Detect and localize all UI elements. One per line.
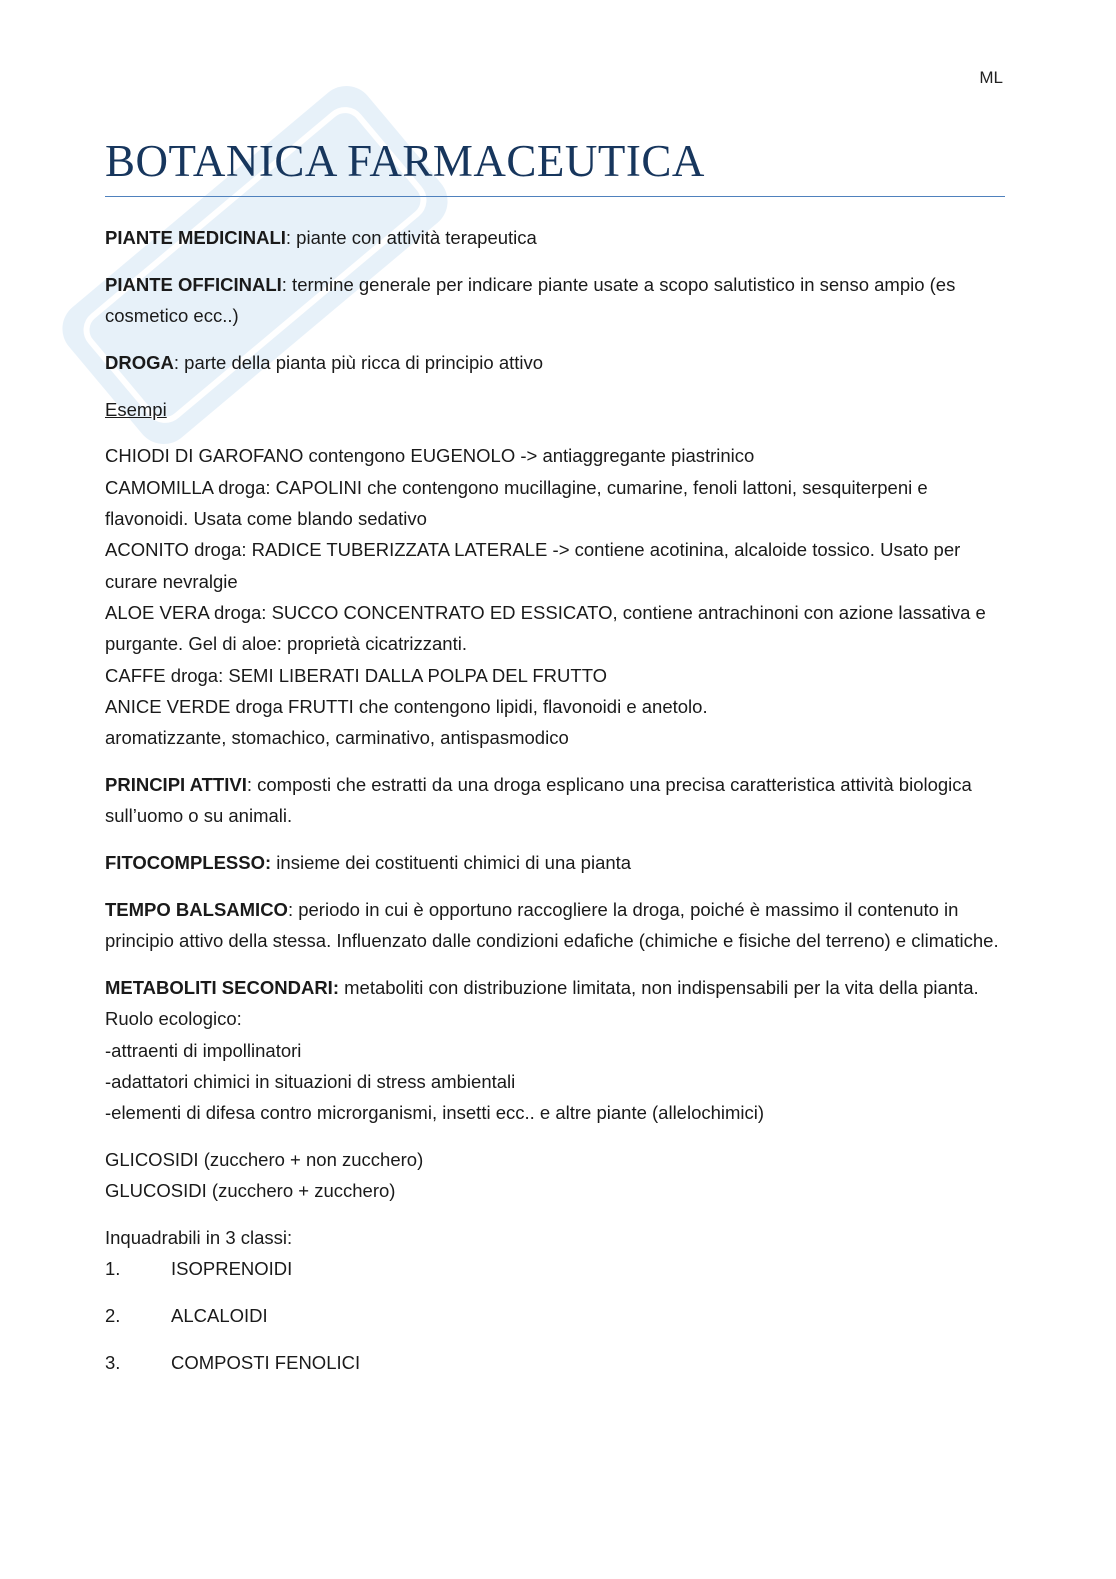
definition-text: : piante con attività terapeutica [285,227,537,248]
list-number: 1. [105,1258,121,1280]
definition-text: : parte della pianta più ricca di principio attivo [173,351,544,373]
definition-tempo-balsamico [105,894,1010,957]
class-list-item [105,1300,1010,1331]
example-line: CAMOMILLA droga: CAPOLINI che contengono mucillagine, cumarine, fenoli lattoni, sesquiterpeni e flavonoidi. Usata come blando sedativo [105,476,928,530]
list-label: ALCALOIDI [171,1305,268,1327]
example-line: ACONITO droga: RADICE TUBERIZZATA LATERALE -> contiene acotinina, alcaloide tossico. Usato per curare nevralgie [105,539,961,592]
example-line: CHIODI DI GAROFANO contengono EUGENOLO -> antiaggregante piastrinico [105,445,755,467]
definition-term: FITOCOMPLESSO: [105,852,272,874]
list-number: 2. [105,1305,121,1327]
definition-text: : periodo in cui è opportuno raccogliere la droga, poiché è massimo il contenuto in principio attivo della stessa. Influenzato dalle condizioni edafiche (chimiche e fisiche del terreno) e climatiche. [105,898,999,952]
definition-term: METABOLITI SECONDARI: [105,976,339,998]
definition-text: metaboliti con distribuzione limitata, non indispensabili per la vita della pianta. Ruolo ecologico: [105,976,979,1030]
example-line: ALOE VERA droga: SUCCO CONCENTRATO ED ESSICATO, contiene antrachinoni con azione lassativa e purgante. Gel di aloe: proprietà cicatrizzanti. [105,601,986,655]
definition-text: : termine generale per indicare piante usate a scopo salutistico in senso ampio (es cosmetico ecc..) [105,273,956,327]
ecological-role: -adattatori chimici in situazioni di stress ambientali [105,1070,516,1092]
examples-list [105,440,1010,753]
list-number: 3. [105,1351,121,1373]
glycoside-line: GLUCOSIDI (zucchero + zucchero) [105,1180,396,1202]
glycoside-line: GLICOSIDI (zucchero + non zucchero) [105,1148,424,1170]
definition-term: PRINCIPI ATTIVI [105,773,247,795]
definition-term: TEMPO BALSAMICO [105,898,288,920]
title-divider [105,196,1005,197]
class-list-item [105,1253,1010,1284]
definition-fitocomplesso [105,847,1010,878]
example-line: CAFFE droga: SEMI LIBERATI DALLA POLPA DEL FRUTTO [105,664,608,686]
classes-intro: Inquadrabili in 3 classi: [105,1227,293,1249]
ecological-role: -elementi di difesa contro microrganismi, insetti ecc.. e altre piante (allelochimici) [105,1102,765,1124]
definition-text: insieme dei costituenti chimici di una pianta [271,852,632,874]
list-label: COMPOSTI FENOLICI [171,1351,361,1373]
definition-term: DROGA [105,351,174,373]
page-title: BOTANICA FARMACEUTICA [105,136,705,186]
example-line: aromatizzante, stomachico, carminativo, antispasmodico [105,727,569,749]
definition-piante-officinali [105,269,1010,332]
definition-droga [105,347,1010,378]
list-label: ISOPRENOIDI [171,1258,293,1280]
definition-metaboliti-secondari [105,972,1010,1128]
ecological-role: -attraenti di impollinatori [105,1039,302,1061]
definition-text: : composti che estratti da una droga esplicano una precisa caratteristica attività biologica sull’uomo o su animali. [105,773,972,827]
document-body [105,222,1010,1394]
example-line: ANICE VERDE droga FRUTTI che contengono lipidi, flavonoidi e anetolo. [105,695,708,717]
examples-heading: Esempi [105,398,167,420]
definition-principi-attivi [105,769,1010,832]
glycosides-block [105,1144,1010,1207]
definition-term: PIANTE MEDICINALI [105,227,286,248]
class-list-item [105,1347,1010,1378]
author-initials: ML [979,68,1003,87]
definition-term: PIANTE OFFICINALI [105,273,282,295]
definition-piante-medicinali [105,222,1010,253]
